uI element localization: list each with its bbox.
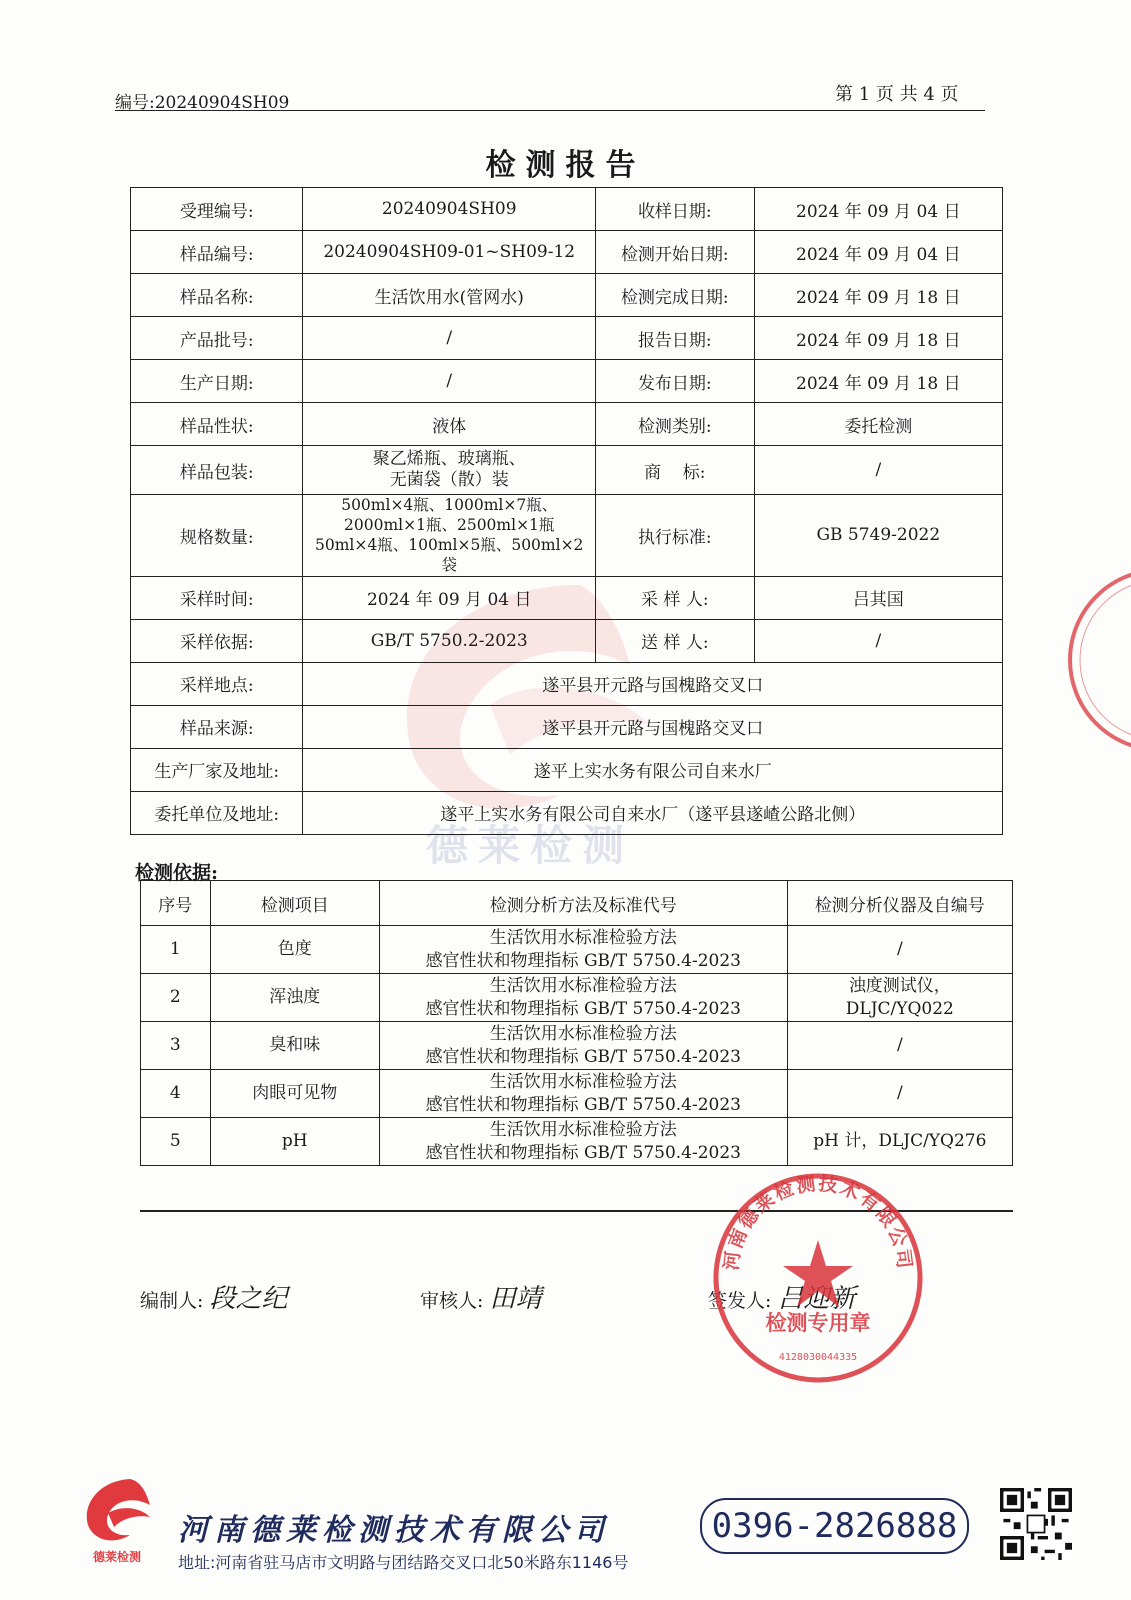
company-logo bbox=[78, 1475, 156, 1565]
cell-item: pH bbox=[210, 1118, 379, 1166]
cell-item: 肉眼可见物 bbox=[210, 1070, 379, 1118]
cell-method bbox=[379, 926, 787, 974]
report-number: 编号:20240904SH09 bbox=[115, 93, 290, 113]
label-report-date: 报告日期: bbox=[595, 317, 754, 360]
company-address: 地址:河南省驻马店市文明路与团结路交叉口北50米路东1146号 bbox=[178, 1553, 629, 1572]
method-line-1: 生活饮用水标准检验方法 bbox=[489, 1072, 677, 1093]
packaging-line-2: 无菌袋（散）装 bbox=[389, 470, 509, 490]
label-test-type: 检测类别: bbox=[595, 403, 754, 446]
table-row bbox=[131, 576, 1003, 619]
table-row bbox=[131, 662, 1003, 705]
method-line-2: 感官性状和物理指标 GB/T 5750.4-2023 bbox=[425, 1142, 742, 1163]
label-standard: 执行标准: bbox=[595, 495, 754, 577]
reviewed-label: 审核人: bbox=[420, 1290, 484, 1312]
reviewed-by bbox=[420, 1278, 541, 1315]
table-row bbox=[131, 317, 1003, 360]
method-line-1: 生活饮用水标准检验方法 bbox=[489, 1024, 677, 1045]
table-row bbox=[131, 705, 1003, 748]
label-sampling-location: 采样地点: bbox=[131, 662, 303, 705]
spec-line-3: 50ml×4瓶、100ml×5瓶、500ml×2袋 bbox=[315, 536, 584, 575]
method-line-1: 生活饮用水标准检验方法 bbox=[489, 1120, 677, 1141]
prepared-by bbox=[140, 1278, 287, 1315]
label-packaging: 样品包装: bbox=[131, 446, 303, 495]
instrument-line-1: / bbox=[896, 1083, 903, 1104]
value-sample-source: 遂平县开元路与国槐路交叉口 bbox=[303, 705, 1003, 748]
value-test-start-date: 2024 年 09 月 04 日 bbox=[754, 231, 1002, 274]
label-sample-name: 样品名称: bbox=[131, 274, 303, 317]
cell-instrument bbox=[787, 1118, 1012, 1166]
value-receive-date: 2024 年 09 月 04 日 bbox=[754, 188, 1002, 231]
instrument-line-1: / bbox=[896, 1035, 903, 1056]
label-spec-quantity: 规格数量: bbox=[131, 495, 303, 577]
value-sampling-basis: GB/T 5750.2-2023 bbox=[303, 619, 595, 662]
partial-seal-edge bbox=[1060, 560, 1131, 760]
reviewed-signature: 田靖 bbox=[489, 1284, 542, 1314]
official-seal bbox=[710, 1170, 926, 1386]
label-manufacturer: 生产厂家及地址: bbox=[131, 748, 303, 791]
prepared-label: 编制人: bbox=[140, 1290, 204, 1312]
table-row bbox=[131, 619, 1003, 662]
label-sample-state: 样品性状: bbox=[131, 403, 303, 446]
label-trademark: 商 标: bbox=[595, 446, 754, 495]
label-sample-no: 样品编号: bbox=[131, 231, 303, 274]
report-title: 检测报告 bbox=[485, 148, 646, 183]
company-name: 河南德莱检测技术有限公司 bbox=[178, 1513, 610, 1548]
seal-center-text: 检测专用章 bbox=[765, 1311, 871, 1335]
cell-item: 臭和味 bbox=[210, 1022, 379, 1070]
header-divider bbox=[115, 110, 985, 111]
value-submitter: / bbox=[754, 619, 1002, 662]
cell-method bbox=[379, 1070, 787, 1118]
label-sample-source: 样品来源: bbox=[131, 705, 303, 748]
value-sampling-time: 2024 年 09 月 04 日 bbox=[303, 576, 595, 619]
label-publish-date: 发布日期: bbox=[595, 360, 754, 403]
cell-item: 浑浊度 bbox=[210, 974, 379, 1022]
page-info: 第 1 页 共 4 页 bbox=[835, 84, 959, 105]
issued-label: 签发人: bbox=[708, 1290, 772, 1312]
table-row bbox=[131, 231, 1003, 274]
instrument-line-2: DLJC/YQ022 bbox=[845, 998, 954, 1019]
table-row bbox=[131, 446, 1003, 495]
value-spec-quantity bbox=[303, 495, 595, 577]
cell-instrument bbox=[787, 1022, 1012, 1070]
table-row bbox=[131, 274, 1003, 317]
value-test-type: 委托检测 bbox=[754, 403, 1002, 446]
cell-no: 4 bbox=[141, 1070, 211, 1118]
table-row bbox=[141, 926, 1013, 974]
value-production-date: / bbox=[303, 360, 595, 403]
value-test-end-date: 2024 年 09 月 18 日 bbox=[754, 274, 1002, 317]
value-sampling-location: 遂平县开元路与国槐路交叉口 bbox=[303, 662, 1003, 705]
table-row bbox=[131, 188, 1003, 231]
value-sampler: 吕其国 bbox=[754, 576, 1002, 619]
cell-no: 3 bbox=[141, 1022, 211, 1070]
table-header-row bbox=[141, 881, 1013, 926]
section-title-basis: 检测依据: bbox=[135, 862, 219, 884]
logo-caption: 德莱检测 bbox=[92, 1550, 142, 1564]
instrument-line-1: 浊度测试仪， bbox=[848, 976, 951, 997]
prepared-signature: 段之纪 bbox=[209, 1284, 288, 1314]
label-test-end-date: 检测完成日期: bbox=[595, 274, 754, 317]
label-test-start-date: 检测开始日期: bbox=[595, 231, 754, 274]
header-method: 检测分析方法及标准代号 bbox=[379, 881, 787, 926]
label-sampling-basis: 采样依据: bbox=[131, 619, 303, 662]
watermark-text: 德莱检测 bbox=[425, 821, 635, 870]
value-standard: GB 5749-2022 bbox=[754, 495, 1002, 577]
value-client: 遂平上实水务有限公司自来水厂（遂平县遂嵖公路北侧） bbox=[303, 791, 1003, 834]
value-publish-date: 2024 年 09 月 18 日 bbox=[754, 360, 1002, 403]
label-receive-date: 收样日期: bbox=[595, 188, 754, 231]
cell-no: 5 bbox=[141, 1118, 211, 1166]
table-row bbox=[141, 1070, 1013, 1118]
value-report-date: 2024 年 09 月 18 日 bbox=[754, 317, 1002, 360]
test-basis-table bbox=[140, 880, 1013, 1166]
table-row bbox=[131, 791, 1003, 834]
table-row bbox=[131, 495, 1003, 577]
instrument-line-1: pH 计，DLJC/YQ276 bbox=[813, 1131, 987, 1152]
table-row bbox=[141, 974, 1013, 1022]
method-line-2: 感官性状和物理指标 GB/T 5750.4-2023 bbox=[425, 998, 742, 1019]
cell-method bbox=[379, 1118, 787, 1166]
table-row bbox=[131, 403, 1003, 446]
value-packaging bbox=[303, 446, 595, 495]
header-no: 序号 bbox=[141, 881, 211, 926]
table-row bbox=[131, 360, 1003, 403]
qr-code[interactable] bbox=[1000, 1488, 1072, 1560]
value-sample-state: 液体 bbox=[303, 403, 595, 446]
company-phone: 0396-2826888 bbox=[700, 1498, 969, 1554]
cell-method bbox=[379, 974, 787, 1022]
label-sampling-time: 采样时间: bbox=[131, 576, 303, 619]
method-line-2: 感官性状和物理指标 GB/T 5750.4-2023 bbox=[425, 1046, 742, 1067]
value-accept-no: 20240904SH09 bbox=[303, 188, 595, 231]
value-manufacturer: 遂平上实水务有限公司自来水厂 bbox=[303, 748, 1003, 791]
method-line-2: 感官性状和物理指标 GB/T 5750.4-2023 bbox=[425, 950, 742, 971]
label-production-date: 生产日期: bbox=[131, 360, 303, 403]
label-accept-no: 受理编号: bbox=[131, 188, 303, 231]
cell-no: 1 bbox=[141, 926, 211, 974]
table-row bbox=[141, 1022, 1013, 1070]
table-row bbox=[131, 748, 1003, 791]
value-sample-no: 20240904SH09-01~SH09-12 bbox=[303, 231, 595, 274]
header-item: 检测项目 bbox=[210, 881, 379, 926]
method-line-1: 生活饮用水标准检验方法 bbox=[489, 976, 677, 997]
cell-item: 色度 bbox=[210, 926, 379, 974]
instrument-line-1: / bbox=[896, 939, 903, 960]
packaging-line-1: 聚乙烯瓶、玻璃瓶、 bbox=[372, 448, 526, 469]
seal-ring-text: 河南德莱检测技术有限公司 bbox=[720, 1172, 916, 1272]
cell-instrument bbox=[787, 926, 1012, 974]
cell-instrument bbox=[787, 974, 1012, 1022]
table-row bbox=[141, 1118, 1013, 1166]
header-instrument: 检测分析仪器及自编号 bbox=[787, 881, 1012, 926]
cell-instrument bbox=[787, 1070, 1012, 1118]
spec-line-1: 500ml×4瓶、1000ml×7瓶、 bbox=[341, 496, 558, 514]
value-sample-name: 生活饮用水(管网水) bbox=[303, 274, 595, 317]
issued-signature: 吕迎新 bbox=[777, 1284, 856, 1314]
label-submitter: 送 样 人: bbox=[595, 619, 754, 662]
cell-no: 2 bbox=[141, 974, 211, 1022]
label-sampler: 采 样 人: bbox=[595, 576, 754, 619]
label-client: 委托单位及地址: bbox=[131, 791, 303, 834]
spec-line-2: 2000ml×1瓶、2500ml×1瓶 bbox=[344, 516, 555, 535]
value-trademark: / bbox=[754, 446, 1002, 495]
label-batch-no: 产品批号: bbox=[131, 317, 303, 360]
cell-method bbox=[379, 1022, 787, 1070]
method-line-2: 感官性状和物理指标 GB/T 5750.4-2023 bbox=[425, 1094, 742, 1115]
value-batch-no: / bbox=[303, 317, 595, 360]
sample-info-table bbox=[130, 187, 1003, 835]
seal-code: 4128030044335 bbox=[778, 1352, 858, 1363]
method-line-1: 生活饮用水标准检验方法 bbox=[489, 928, 677, 949]
